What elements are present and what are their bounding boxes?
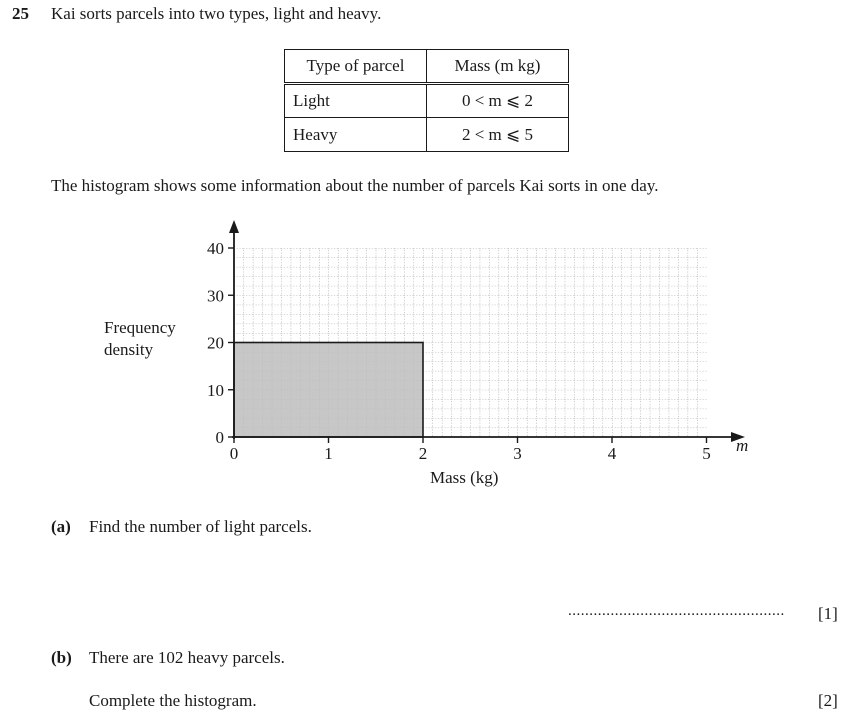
histogram-bar-0: [234, 343, 423, 438]
x-tick-label: 1: [324, 444, 333, 463]
part-a-marks: [1]: [818, 604, 838, 623]
table-cell-mass: 0 < m ⩽ 2: [427, 84, 569, 118]
table-header-mass: Mass (m kg): [427, 50, 569, 84]
question-number: 25: [12, 4, 29, 23]
x-axis-label: Mass (kg): [430, 468, 499, 487]
answer-line[interactable]: ...................................................: [568, 603, 785, 619]
y-axis-label-line2: density: [104, 340, 154, 359]
part-a-label: (a): [51, 517, 71, 536]
x-tick-label: 3: [513, 444, 522, 463]
histogram-bars: [234, 343, 423, 438]
y-tick-label: 30: [207, 286, 224, 306]
part-b-text: There are 102 heavy parcels.: [89, 648, 285, 667]
table-cell-mass: 2 < m ⩽ 5: [427, 118, 569, 152]
y-tick-label: 10: [207, 380, 224, 400]
table-header-type: Type of parcel: [285, 50, 427, 84]
table-cell-type: Light: [285, 84, 427, 118]
y-axis-label-line1: Frequency: [104, 318, 176, 337]
part-b-marks: [2]: [818, 691, 838, 710]
x-axis-symbol: m: [736, 436, 749, 455]
x-tick-label: 0: [229, 444, 239, 463]
part-b-label: (b): [51, 648, 72, 667]
x-tick-label: 2: [418, 444, 428, 463]
table-cell-type: Heavy: [285, 118, 427, 152]
question-text: Kai sorts parcels into two types, light and heavy.: [51, 4, 382, 23]
part-b-instruction: Complete the histogram.: [89, 691, 257, 710]
x-tick-label: 4: [607, 444, 617, 463]
y-tick-label: 20: [207, 333, 224, 353]
part-a-text: Find the number of light parcels.: [89, 517, 312, 536]
y-tick-label: 40: [207, 239, 224, 258]
x-tick-label: 5: [702, 444, 711, 463]
histogram-intro: The histogram shows some information about the number of parcels Kai sorts in one day.: [51, 176, 659, 195]
y-axis-arrow: [229, 220, 239, 233]
y-tick-label: 0: [215, 428, 224, 447]
